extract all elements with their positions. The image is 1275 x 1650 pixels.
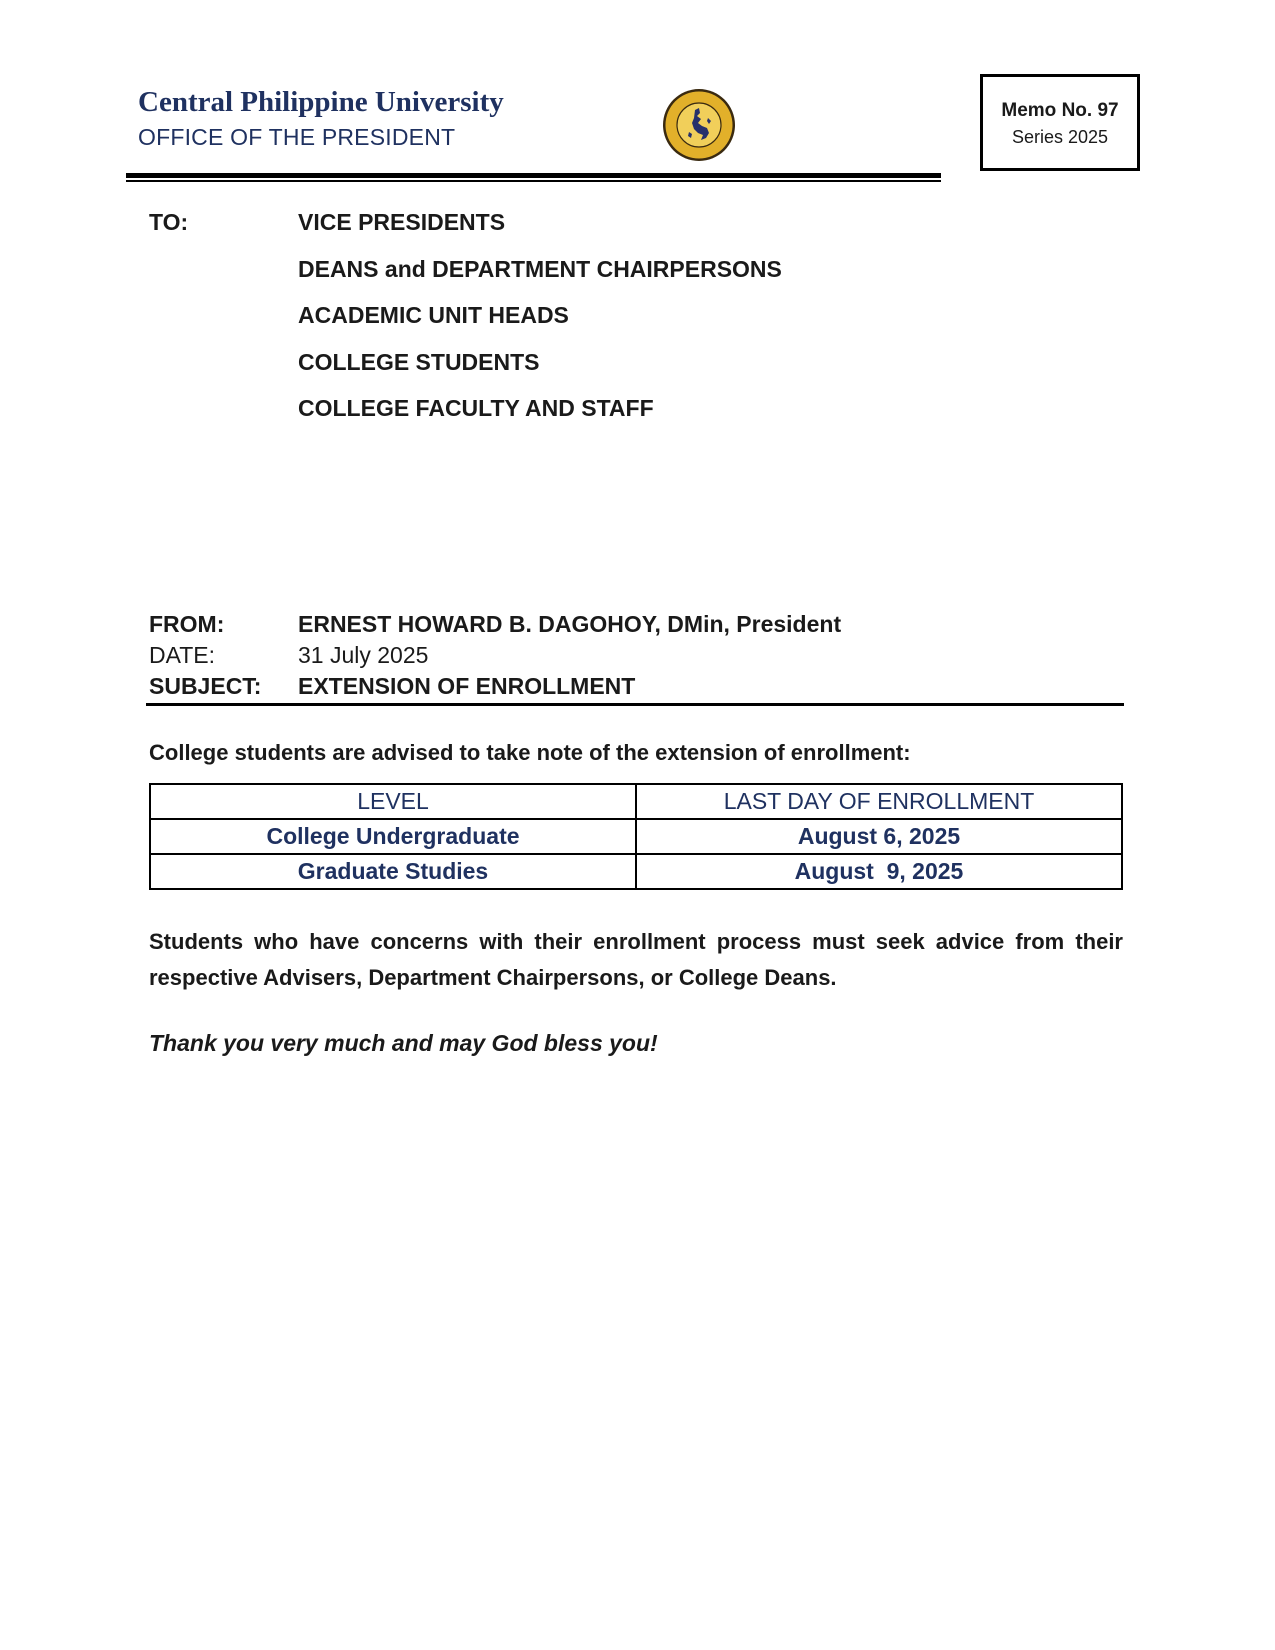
table-row — [150, 854, 1122, 889]
memo-series: Series 2025 — [1011, 127, 1109, 147]
recipient-item: COLLEGE STUDENTS — [298, 348, 540, 375]
column-header-level: LEVEL — [150, 784, 636, 819]
intro-text: College students are advised to take note of the extension of enrollment: — [149, 740, 911, 765]
memo-number: Memo No. 97 — [1001, 100, 1119, 121]
date-cell: August 6, 2025 — [636, 819, 1122, 854]
subject-label: SUBJECT: — [149, 673, 262, 699]
to-label: TO: — [149, 209, 189, 235]
subject-value: EXTENSION OF ENROLLMENT — [298, 673, 636, 699]
recipient-item: ACADEMIC UNIT HEADS — [298, 302, 569, 328]
subject-divider — [146, 703, 1124, 706]
office-name: OFFICE OF THE PRESIDENT — [138, 124, 456, 150]
column-header-last-day: LAST DAY OF ENROLLMENT — [636, 784, 1122, 819]
memo-number-box — [980, 74, 1140, 171]
recipient-item: VICE PRESIDENTS — [298, 209, 506, 235]
from-label: FROM: — [149, 611, 225, 637]
header-rule-thin — [126, 180, 941, 182]
date-cell: August 9, 2025 — [636, 854, 1122, 889]
header-rule — [126, 173, 941, 178]
table-row — [150, 819, 1122, 854]
recipient-item: COLLEGE FACULTY AND STAFF — [298, 395, 654, 421]
enrollment-table — [149, 783, 1123, 890]
advice-paragraph: Students who have concerns with their enrollment process must seek advice from their respective Advisers, Department Chairpersons, or College Deans. — [149, 929, 1123, 990]
recipient-list — [298, 209, 782, 442]
closing-line: Thank you very much and may God bless you! — [149, 1030, 658, 1056]
university-seal-logo — [662, 88, 736, 162]
university-name: Central Philippine University — [138, 86, 504, 118]
table-header-row — [150, 784, 1122, 819]
date-value: 31 July 2025 — [298, 642, 429, 668]
level-cell: Graduate Studies — [150, 854, 636, 889]
recipient-item: DEANS and DEPARTMENT CHAIRPERSONS — [298, 255, 782, 282]
from-value: ERNEST HOWARD B. DAGOHOY, DMin, President — [298, 611, 842, 637]
date-label: DATE: — [149, 642, 216, 668]
level-cell: College Undergraduate — [150, 819, 636, 854]
